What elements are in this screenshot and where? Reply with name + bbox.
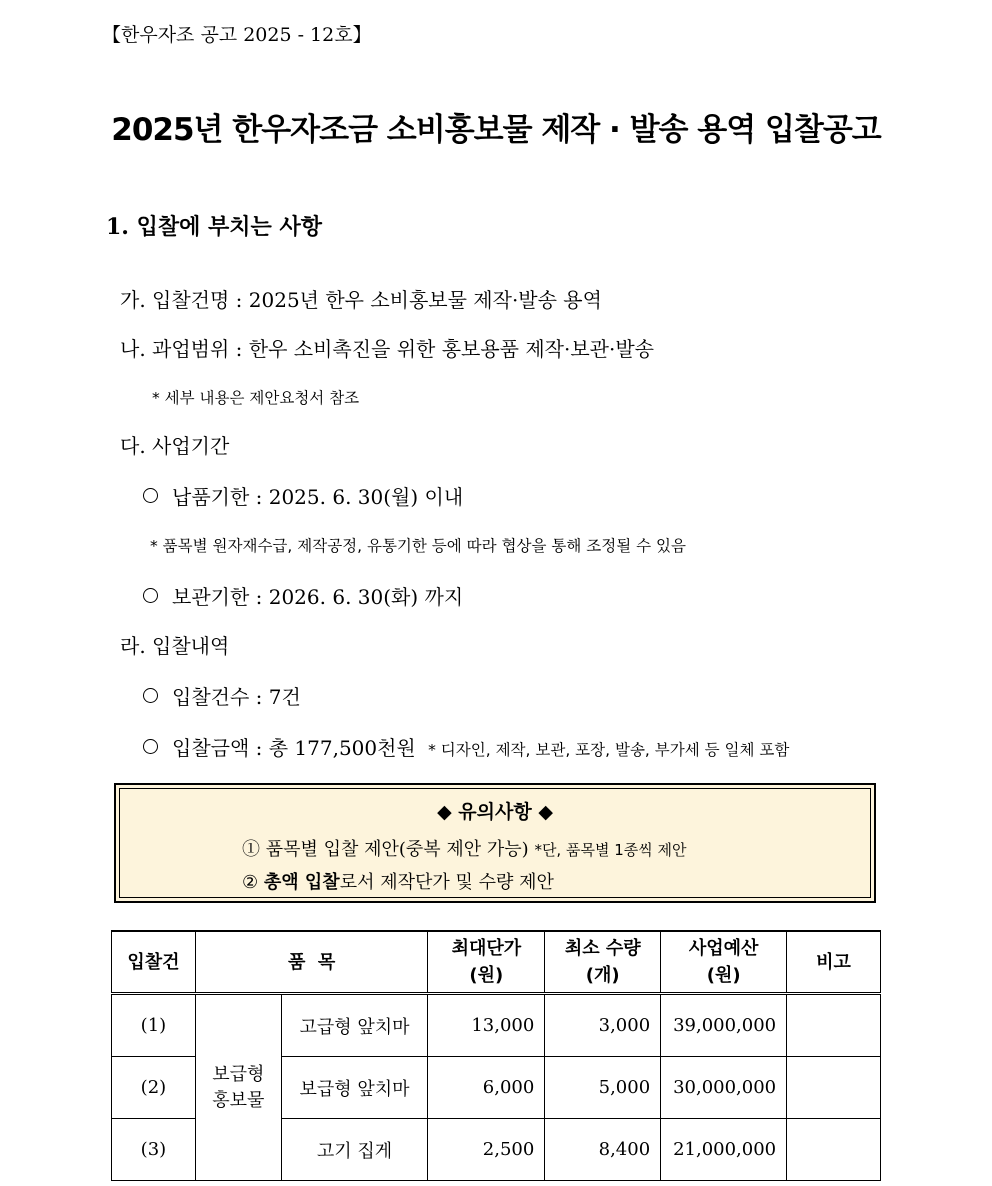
cell-max-price: 13,000: [428, 994, 545, 1057]
notice-line-2: [242, 868, 554, 894]
notice-box: [114, 783, 876, 903]
notice-box-title: ◆ 유의사항 ◆: [437, 801, 553, 823]
cell-bid-no: (3): [112, 1119, 196, 1181]
item-da-delivery: [143, 481, 463, 510]
notice-number: 【한우자조 공고 2025 - 12호】: [102, 24, 372, 46]
cell-min-qty: 3,000: [545, 994, 661, 1057]
bid-amount-note: * 디자인, 제작, 보관, 포장, 발송, 부가세 등 일체 포함: [428, 741, 790, 759]
notice-line-2-number: ②: [242, 872, 259, 893]
header-min-qty-unit: (개): [585, 965, 620, 986]
cell-remark: [787, 1119, 881, 1181]
cell-item: 고급형 앞치마: [281, 994, 428, 1057]
circle-bullet-icon: [143, 739, 158, 754]
item-da-period: 다. 사업기간: [120, 434, 230, 458]
cell-budget: 30,000,000: [661, 1057, 787, 1119]
bid-count-text: 입찰건수 : 7건: [172, 685, 301, 709]
item-ga-bid-name: 가. 입찰건명 : 2025년 한우 소비홍보물 제작·발송 용역: [120, 288, 602, 312]
header-max-price: [428, 931, 545, 994]
item-da-storage: [143, 581, 463, 610]
circle-bullet-icon: [143, 588, 158, 603]
cell-group-label: [195, 994, 281, 1181]
item-na-note: * 세부 내용은 제안요청서 참조: [152, 389, 360, 407]
delivery-deadline-text: 납품기한 : 2025. 6. 30(월) 이내: [172, 485, 464, 509]
header-max-price-unit: (원): [469, 965, 504, 986]
item-ra-count: [143, 681, 301, 710]
circle-bullet-icon: [143, 688, 158, 703]
notice-line-2-rest: 로서 제작단가 및 수량 제안: [339, 872, 554, 893]
section-heading-1: 1. 입찰에 부치는 사항: [106, 214, 322, 240]
bid-amount-text: 입찰금액 : 총 177,500천원: [172, 736, 416, 760]
bid-items-table: [111, 930, 881, 1181]
cell-budget: 39,000,000: [661, 994, 787, 1057]
cell-min-qty: 8,400: [545, 1119, 661, 1181]
cell-bid-no: (2): [112, 1057, 196, 1119]
circle-bullet-icon: [143, 488, 158, 503]
cell-remark: [787, 1057, 881, 1119]
group-label-line-1: 보급형: [212, 1063, 265, 1085]
cell-item: 고기 집게: [281, 1119, 428, 1181]
notice-line-1-note: *단, 품목별 1종씩 제안: [534, 841, 687, 859]
header-min-qty-label: 최소 수량: [564, 938, 641, 959]
header-budget-unit: (원): [706, 965, 741, 986]
notice-line-1: [242, 835, 686, 861]
cell-remark: [787, 994, 881, 1057]
notice-line-2-bold: 총액 입찰: [263, 872, 340, 893]
storage-deadline-text: 보관기한 : 2026. 6. 30(화) 까지: [172, 585, 464, 609]
group-label-line-2: 홍보물: [212, 1089, 265, 1111]
cell-item: 보급형 앞치마: [281, 1057, 428, 1119]
item-ra-bid-details: 라. 입찰내역: [120, 634, 230, 658]
header-budget: [661, 931, 787, 994]
header-item: 품 목: [195, 931, 428, 994]
table-row: [112, 994, 881, 1057]
notice-line-1-main: ① 품목별 입찰 제안(중복 제안 가능): [242, 839, 529, 860]
item-ra-amount: [143, 732, 789, 761]
cell-max-price: 6,000: [428, 1057, 545, 1119]
header-max-price-label: 최대단가: [451, 938, 522, 959]
page-title: 2025년 한우자조금 소비홍보물 제작 · 발송 용역 입찰공고: [111, 112, 881, 148]
header-budget-label: 사업예산: [688, 938, 759, 959]
cell-max-price: 2,500: [428, 1119, 545, 1181]
table-header-row: [112, 931, 881, 994]
cell-bid-no: (1): [112, 994, 196, 1057]
item-na-scope: 나. 과업범위 : 한우 소비촉진을 위한 홍보용품 제작·보관·발송: [120, 337, 654, 361]
header-bid-no: 입찰건: [112, 931, 196, 994]
header-min-qty: [545, 931, 661, 994]
cell-budget: 21,000,000: [661, 1119, 787, 1181]
header-remarks: 비고: [787, 931, 881, 994]
item-da-delivery-note: * 품목별 원자재수급, 제작공정, 유통기한 등에 따라 협상을 통해 조정될 수 있음: [150, 537, 686, 555]
cell-min-qty: 5,000: [545, 1057, 661, 1119]
